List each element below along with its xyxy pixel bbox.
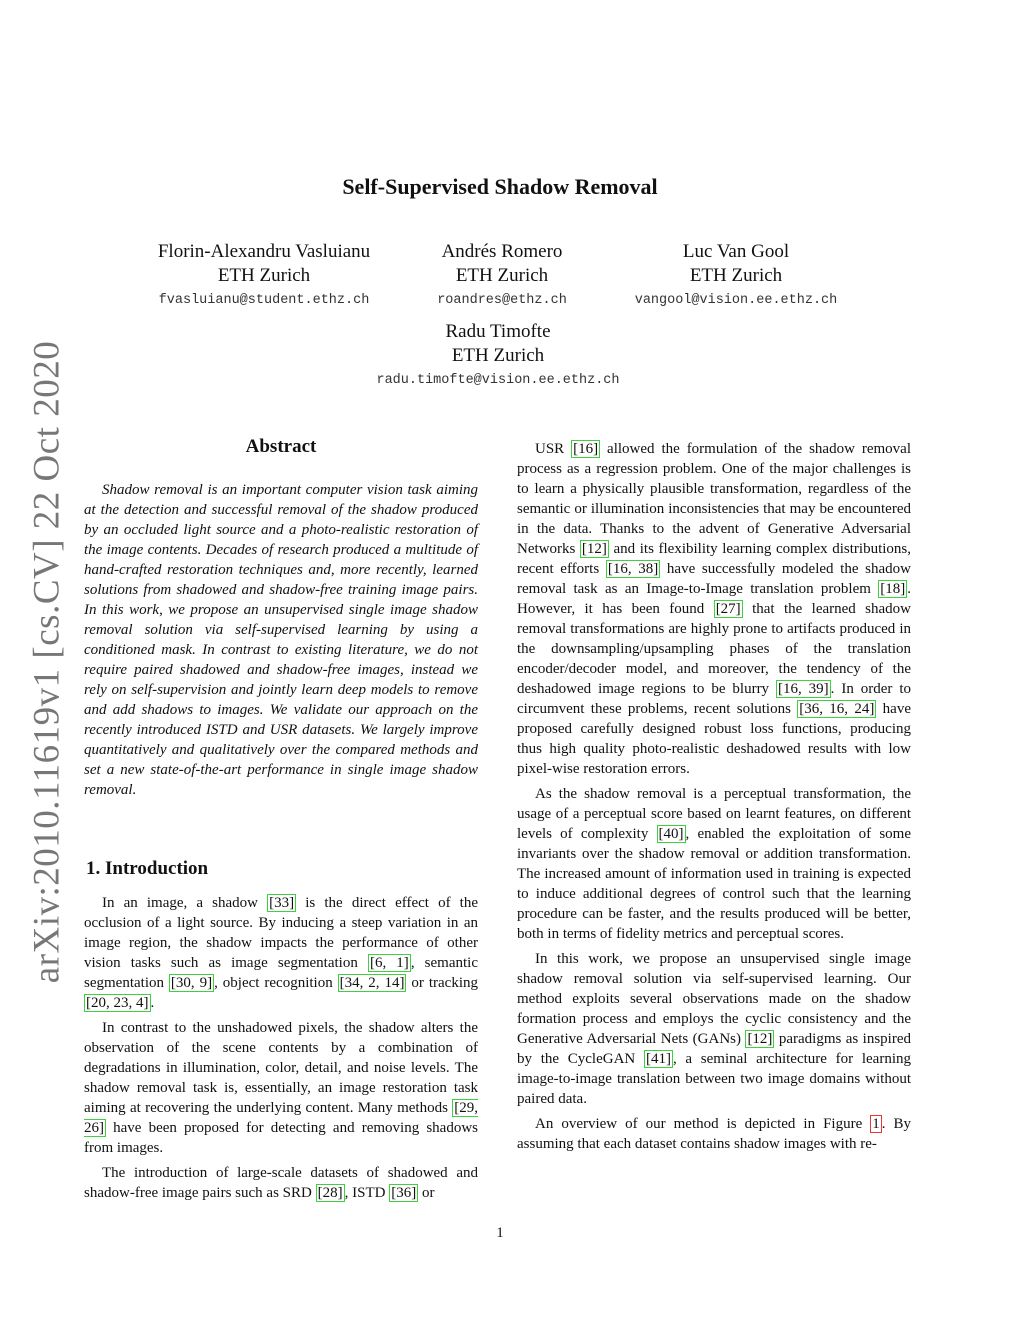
right-column-text <box>517 439 911 1154</box>
paper-title: Self-Supervised Shadow Removal <box>342 174 658 199</box>
citation-link[interactable]: [12] <box>747 1031 773 1047</box>
left-column-text <box>84 893 478 1203</box>
page-number: 1 <box>496 1225 504 1241</box>
text-run: , ISTD <box>344 1185 390 1201</box>
author-email[interactable]: fvasluianu@student.ethz.ch <box>158 293 370 308</box>
figure-link[interactable]: 1 <box>872 1116 880 1132</box>
text-run: or <box>418 1185 435 1201</box>
citation-link[interactable]: [28] <box>317 1185 343 1201</box>
author-email[interactable]: vangool@vision.ee.ethz.ch <box>634 293 838 308</box>
citation-link[interactable]: [36, 16, 24] <box>799 701 875 717</box>
text-run: that the learned shadow removal transformations are highly prone to artifacts produced in the downsampling/upsampling phases of the translation encoder/decoder model, and moreover, the tendency of the deshadowed image regions to be blurry <box>517 601 912 697</box>
author-name: Andrés Romero <box>441 241 563 262</box>
paragraph <box>84 893 478 1013</box>
citation-link[interactable]: [16] <box>573 441 599 457</box>
text-run: . <box>150 995 155 1011</box>
text-run: . By assuming that each dataset contains shadow images with re- <box>517 1116 911 1152</box>
text-run: In this work, we propose an unsupervised single image shadow removal solution via self-supervised learning. Our method exploits several observations made on the shadow formation process and employs the cyclic consistency and the Generative Adversarial Nets (GANs) <box>517 951 911 1047</box>
citation-link[interactable]: [40] <box>658 826 684 842</box>
text-run: USR <box>535 441 572 457</box>
author-affiliation: ETH Zurich <box>455 265 549 286</box>
text-run: , object recognition <box>214 975 338 991</box>
paragraph <box>517 949 911 1109</box>
text-run: As the shadow removal is a perceptual transformation, the usage of a perceptual score based on learnt features, on different levels of complexity <box>517 786 911 842</box>
arxiv-identifier: arXiv:2010.11619v1 [cs.CV] 22 Oct 2020 <box>26 340 68 984</box>
author-email[interactable]: roandres@ethz.ch <box>437 293 567 308</box>
abstract-heading: Abstract <box>245 436 317 457</box>
text-run: In an image, a shadow <box>102 895 268 911</box>
paragraph <box>517 439 911 779</box>
text-run: have been proposed for detecting and removing shadows from images. <box>84 1120 478 1156</box>
citation-link[interactable]: [36] <box>391 1185 417 1201</box>
text-run: is the direct effect of the occlusion of a light source. By inducing a steep variation in an image region, the shadow impacts the performance of other vision tasks such as image segmentation <box>84 895 479 971</box>
author-3 <box>586 240 886 312</box>
author-4 <box>348 320 648 392</box>
text-run: An overview of our method is depicted in Figure <box>535 1116 871 1132</box>
abstract-body <box>84 480 478 800</box>
abstract-text: Shadow removal is an important computer vision task aiming at the detection and successful removal of the shadow produced by an occluded light source and a photo-realistic restoration of the image contents. Decades of research produced a multitude of hand-crafted restoration techniques and, more recently, learned solutions from shadowed and shadow-free training image pairs. In this work, we propose an unsupervised single image shadow removal solution via self-supervised learning by using a conditioned mask. In contrast to existing literature, we do not require paired shadowed and shadow-free images, instead we rely on self-supervision and jointly learn deep models to remove and add shadows to images. We validate our approach on the recently introduced ISTD and USR datasets. We largely improve quantitatively and qualitatively over the compared methods and set a new state-of-the-art performance in single image shadow removal. <box>84 482 478 798</box>
paragraph <box>517 1114 911 1154</box>
author-name: Florin-Alexandru Vasluianu <box>157 241 371 262</box>
text-run: , enabled the exploitation of some invariants over the shadow removal or addition transformation. The increased amount of information used in training is expected to induce additional degrees of control such that the learning procedure can be faster, and the results produced will be better, both in terms of fidelity metrics and perceptual scores. <box>517 826 911 942</box>
text-run: , semantic segmentation <box>84 955 478 991</box>
paragraph <box>84 1018 478 1158</box>
text-run: have successfully modeled the shadow removal task as an Image-to-Image translation problem <box>517 561 911 597</box>
citation-link[interactable]: [16, 39] <box>777 681 829 697</box>
text-run: . However, it has been found <box>517 581 911 617</box>
author-affiliation: ETH Zurich <box>451 345 545 366</box>
text-run: In contrast to the unshadowed pixels, the shadow alters the observation of the scene contents by a combination of degradations in illumination, color, detail, and noise levels. The shadow removal task is, essentially, an image restoration task aiming at recovering the underlying content. Many methods <box>84 1020 478 1116</box>
text-run: paradigms as inspired by the CycleGAN <box>517 1031 911 1067</box>
paragraph <box>517 784 911 944</box>
citation-link[interactable]: [29, 26] <box>84 1100 478 1136</box>
section-heading-introduction: 1. Introduction <box>86 858 209 879</box>
paragraph <box>84 1163 478 1203</box>
text-run: , a seminal architecture for learning image-to-image translation between two image domains without paired data. <box>517 1051 911 1107</box>
citation-link[interactable]: [34, 2, 14] <box>339 975 405 991</box>
citation-link[interactable]: [18] <box>880 581 906 597</box>
text-run: The introduction of large-scale datasets of shadowed and shadow-free image pairs such as SRD <box>84 1165 478 1201</box>
text-run: and its flexibility learning complex distributions, recent efforts <box>517 541 911 577</box>
citation-link[interactable]: [41] <box>645 1051 671 1067</box>
text-run: . In order to circumvent these problems, recent solutions <box>517 681 911 717</box>
citation-link[interactable]: [27] <box>715 601 741 617</box>
author-email[interactable]: radu.timofte@vision.ee.ethz.ch <box>376 373 620 388</box>
author-affiliation: ETH Zurich <box>217 265 311 286</box>
text-run: allowed the formulation of the shadow removal process as a regression problem. One of the major challenges is to learn a physically plausible transformation, regardless of the semantic or illumination inconsistencies that may be encountered in the data. Thanks to the advent of Generative Adversarial Networks <box>517 441 911 557</box>
citation-link[interactable]: [12] <box>581 541 607 557</box>
author-name: Radu Timofte <box>445 321 551 342</box>
citation-link[interactable]: [20, 23, 4] <box>86 995 149 1011</box>
author-affiliation: ETH Zurich <box>689 265 783 286</box>
citation-link[interactable]: [30, 9] <box>170 975 213 991</box>
text-run: have proposed carefully designed robust loss functions, producing thus high quality photo-realistic deshadowed results with low pixel-wise restoration errors. <box>517 701 911 777</box>
author-name: Luc Van Gool <box>682 241 790 262</box>
citation-link[interactable]: [33] <box>269 895 295 911</box>
citation-link[interactable]: [6, 1] <box>369 955 409 971</box>
citation-link[interactable]: [16, 38] <box>607 561 659 577</box>
text-run: or tracking <box>406 975 478 991</box>
